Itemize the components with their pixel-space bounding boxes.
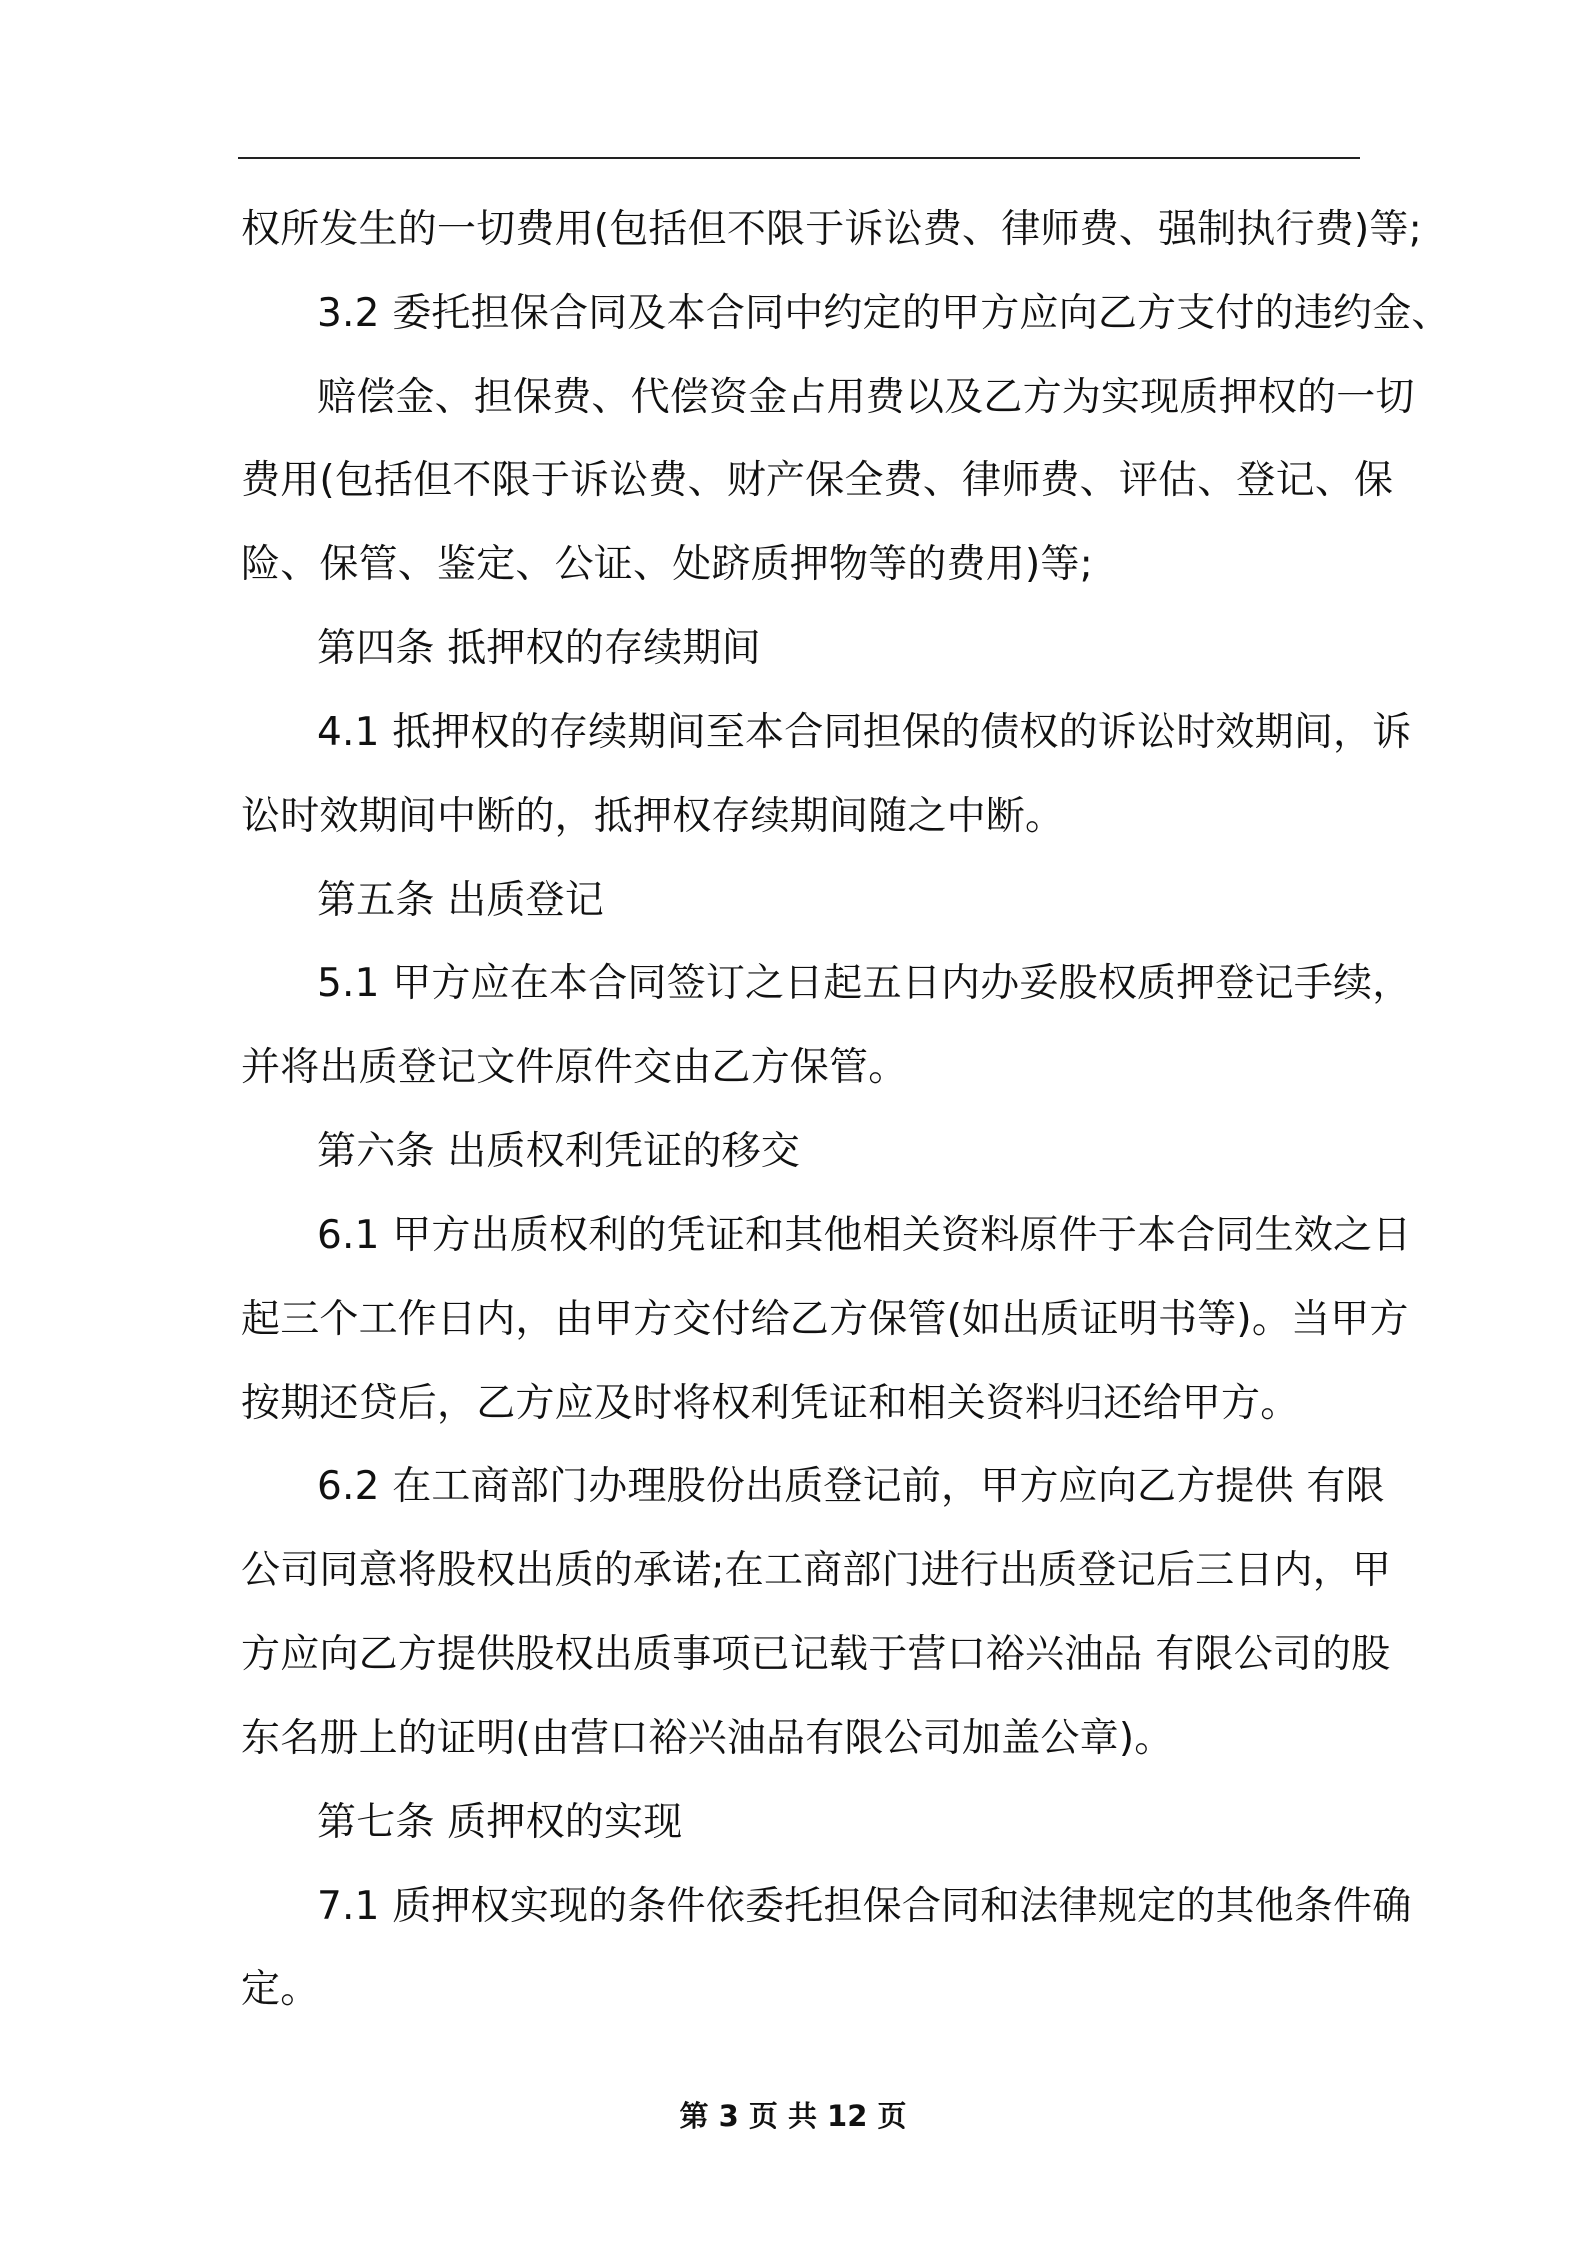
text-line: 赔偿金、担保费、代偿资金占用费以及乙方为实现质押权的一切 [317,375,1415,420]
text-line: 讼时效期间中断的，抵押权存续期间随之中断。 [241,794,1065,839]
text-line: 6.1 甲方出质权利的凭证和其他相关资料原件于本合同生效之日 [317,1213,1412,1258]
text-line: 4.1 抵押权的存续期间至本合同担保的债权的诉讼时效期间，诉 [317,710,1412,755]
text-line: 起三个工作日内，由甲方交付给乙方保管(如出质证明书等)。当甲方 [241,1297,1409,1342]
section-heading: 第七条 质押权的实现 [317,1800,683,1845]
text-line: 险、保管、鉴定、公证、处跻质押物等的费用)等; [241,542,1093,587]
text-line: 定。 [241,1967,320,2012]
page-number: 第 3 页 共 12 页 [679,2099,907,2133]
text-line: 东名册上的证明(由营口裕兴油品有限公司加盖公章)。 [241,1716,1174,1761]
text-line: 7.1 质押权实现的条件依委托担保合同和法律规定的其他条件确 [317,1884,1412,1929]
text-line: 公司同意将股权出质的承诺;在工商部门进行出质登记后三日内，甲 [241,1548,1392,1593]
text-line: 权所发生的一切费用(包括但不限于诉讼费、律师费、强制执行费)等; [241,207,1422,252]
text-line: 并将出质登记文件原件交由乙方保管。 [241,1045,908,1090]
text-line: 费用(包括但不限于诉讼费、财产保全费、律师费、评估、登记、保 [241,458,1394,503]
text-line: 按期还贷后，乙方应及时将权利凭证和相关资料归还给甲方。 [241,1381,1300,1426]
section-heading: 第六条 出质权利凭证的移交 [317,1129,800,1174]
section-heading: 第五条 出质登记 [317,878,604,923]
text-line: 6.2 在工商部门办理股份出质登记前，甲方应向乙方提供 有限 [317,1464,1385,1509]
text-line: 方应向乙方提供股权出质事项已记载于营口裕兴油品 有限公司的股 [241,1632,1391,1677]
header-rule [238,157,1360,159]
text-line: 5.1 甲方应在本合同签订之日起五日内办妥股权质押登记手续， [317,961,1412,1006]
section-heading: 第四条 抵押权的存续期间 [317,626,761,671]
text-line: 3.2 委托担保合同及本合同中约定的甲方应向乙方支付的违约金、 [317,291,1451,336]
